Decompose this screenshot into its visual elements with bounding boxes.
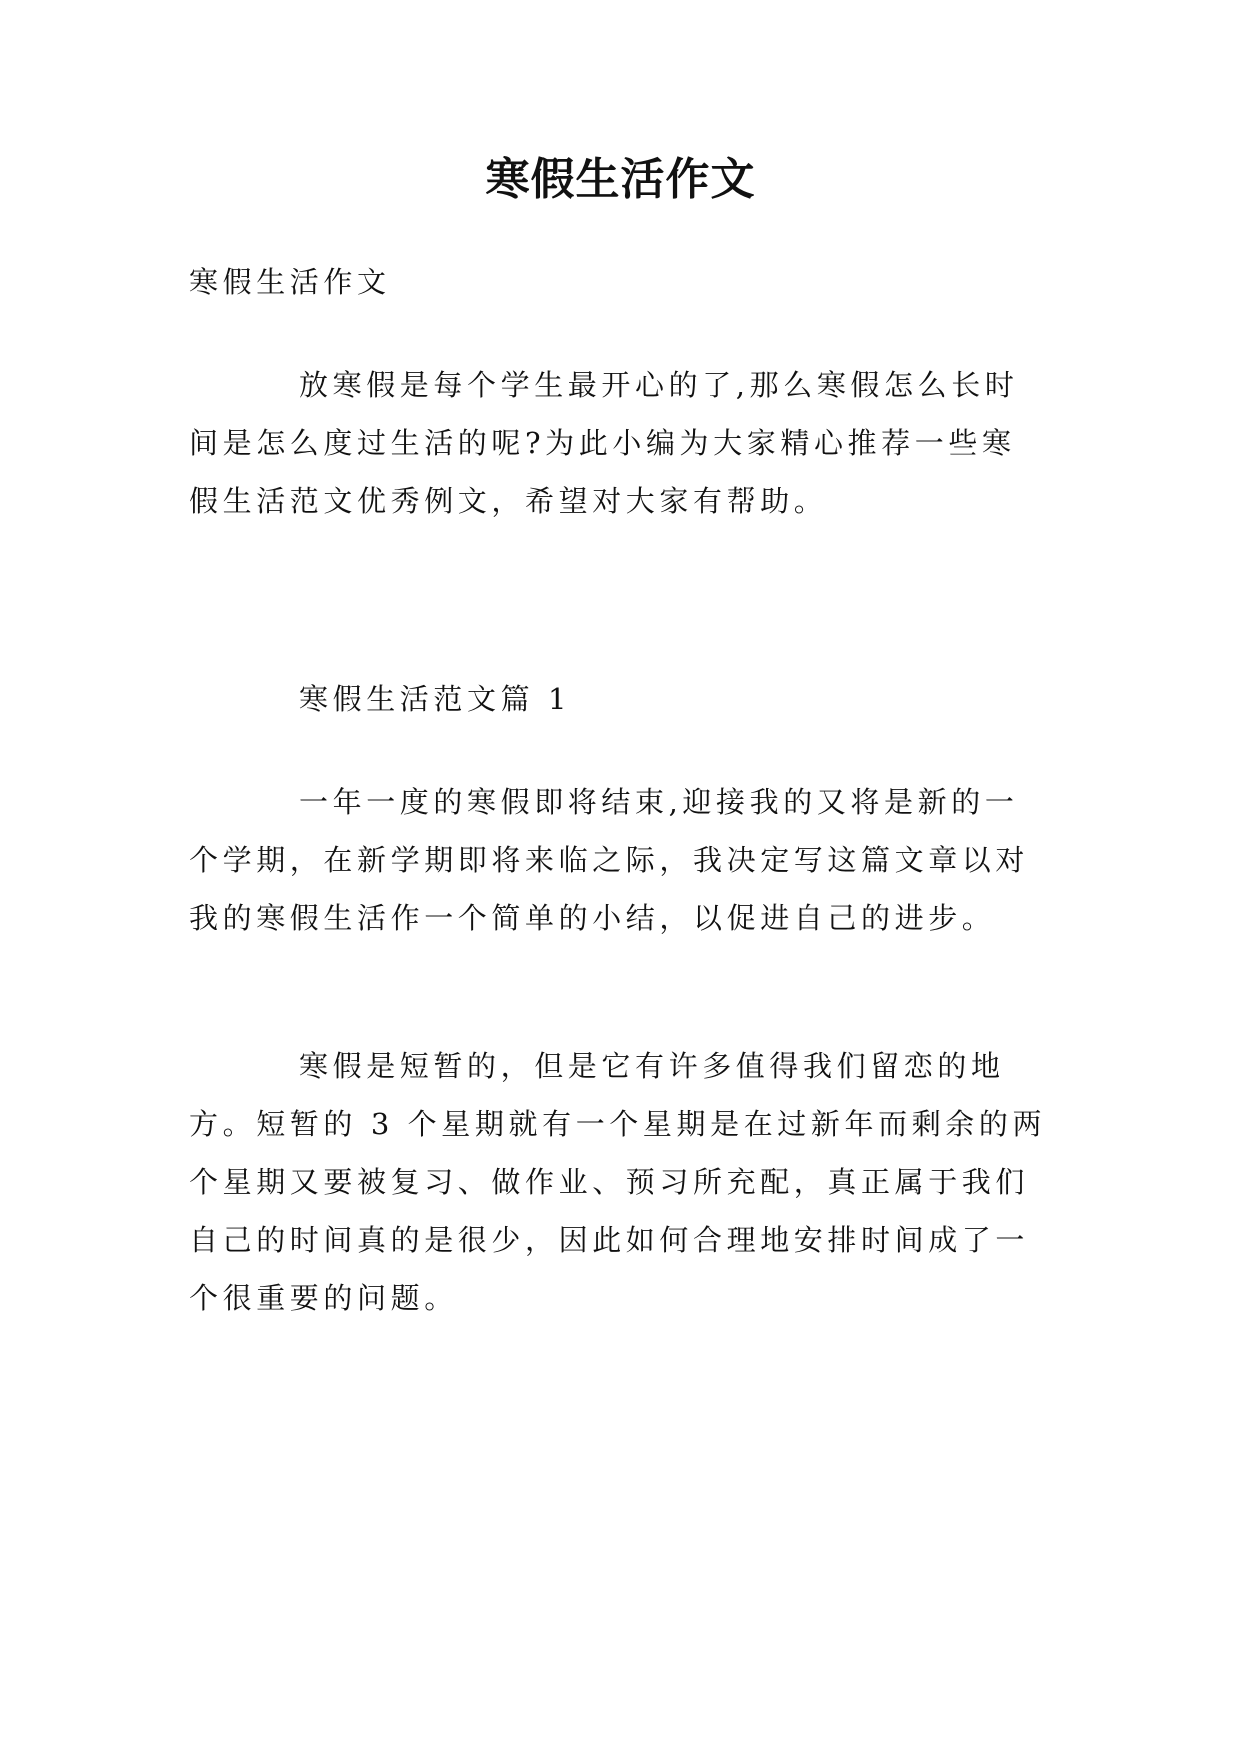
body-paragraph-2: 寒假是短暂的，但是它有许多值得我们留恋的地方。短暂的 3 个星期就有一个星期是在过新年而剩余的两个星期又要被复习、做作业、预习所充配，真正属于我们自己的时间真的是很少，因此如何合理地安排时间成了一个很重要的问题。 (189, 1049, 1047, 1315)
document-subtitle: 寒假生活作文 (189, 265, 391, 299)
intro-paragraph: 放寒假是每个学生最开心的了,那么寒假怎么长时间是怎么度过生活的呢?为此小编为大家精心推荐一些寒假生活范文优秀例文，希望对大家有帮助。 (189, 368, 1019, 518)
section-heading: 寒假生活范文篇 1 (299, 682, 572, 716)
body-paragraph-1: 一年一度的寒假即将结束,迎接我的又将是新的一个学期，在新学期即将来临之际，我决定写这篇文章以对我的寒假生活作一个简单的小结，以促进自己的进步。 (189, 785, 1030, 935)
document-title: 寒假生活作文 (485, 154, 756, 205)
